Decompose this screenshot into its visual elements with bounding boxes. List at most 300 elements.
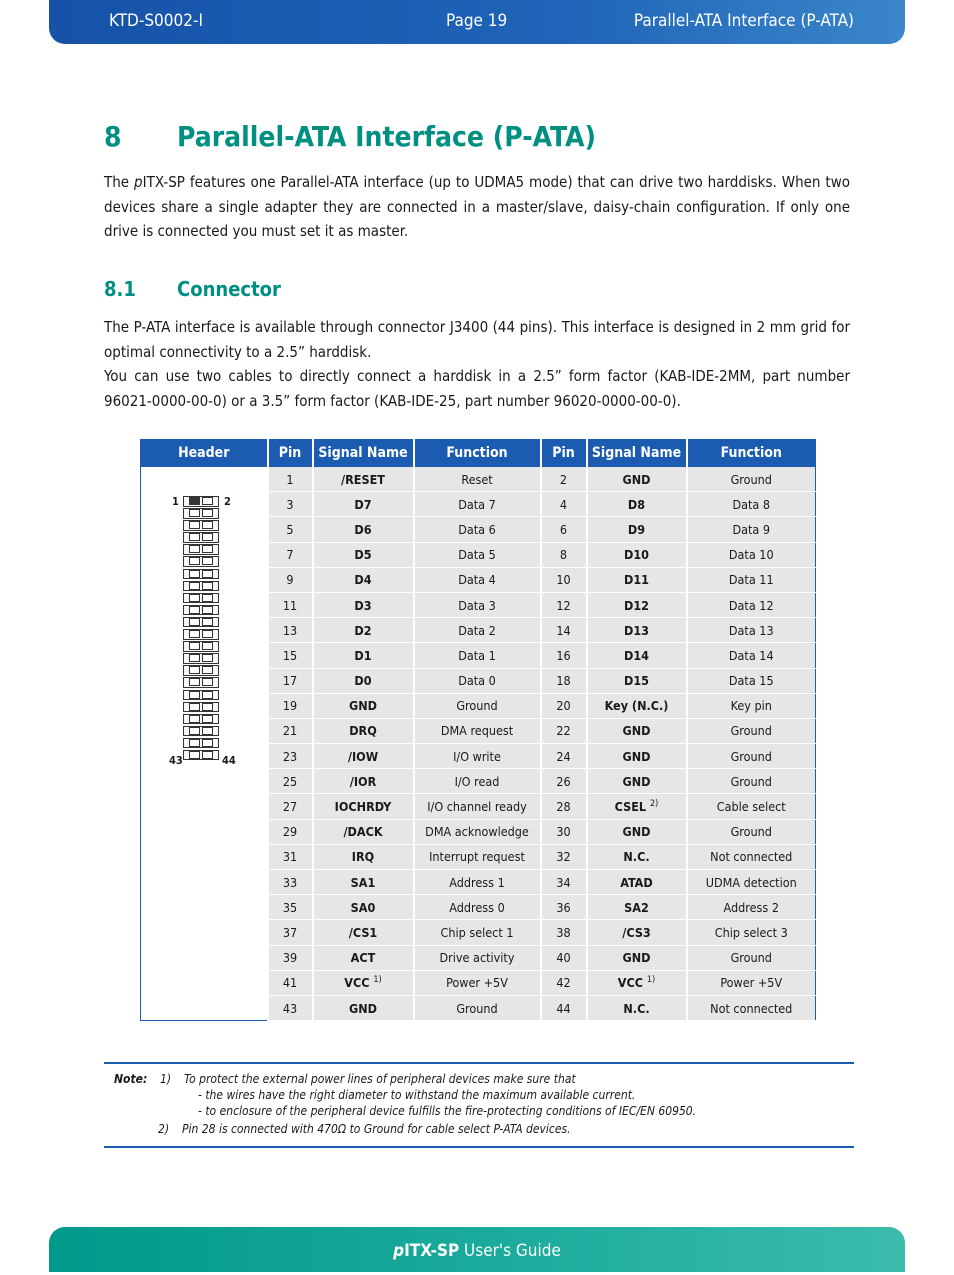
- pin-cell: [268, 920, 313, 945]
- signal-cell: [587, 769, 687, 794]
- signal-cell: [587, 467, 687, 492]
- signal-cell-text: GND: [622, 471, 651, 487]
- pin-cell: [268, 870, 313, 895]
- signal-cell-text: N.C.: [623, 1000, 650, 1016]
- signal-cell-text: /CS1: [348, 924, 378, 940]
- note-1-text: To protect the external power lines of peripheral devices make sure that: [184, 1072, 576, 1086]
- signal-cell-text: /IOR: [349, 773, 377, 789]
- pin-cell: [541, 668, 587, 693]
- pin-cell-text: 36: [556, 899, 571, 915]
- page-number: Page 19: [446, 11, 508, 31]
- pin-cell-text: 18: [556, 673, 571, 689]
- pin-cell: [268, 592, 313, 617]
- function-cell-text: Reset: [461, 471, 493, 487]
- signal-cell-text: IRQ: [351, 849, 375, 865]
- function-cell-text: Data 4: [458, 572, 496, 588]
- signal-cell-text: GND: [349, 698, 377, 714]
- function-cell: [414, 769, 541, 794]
- signal-cell-text: GND: [622, 824, 651, 840]
- signal-cell: [313, 693, 414, 718]
- connector-pin: [202, 545, 213, 553]
- signal-cell: [313, 567, 414, 592]
- connector-pin: [189, 715, 200, 723]
- pin-cell-text: 43: [282, 1000, 298, 1016]
- pin-cell-text: 38: [556, 924, 571, 940]
- pin-cell-text: 12: [556, 597, 571, 613]
- connector-paragraph-1: The P-ATA interface is available through connector J3400 (44 pins). This interface is designed in 2 mm grid for optimal connectivity to a 2.5” harddisk.: [104, 318, 850, 361]
- pin-cell-text: 19: [282, 698, 298, 714]
- pin-cell: [541, 769, 587, 794]
- function-cell-text: Ground: [730, 773, 772, 789]
- connector-pin: [202, 521, 213, 529]
- pin-cell-text: 30: [556, 824, 571, 840]
- subsection-number: 8.1: [104, 277, 136, 301]
- function-cell: [414, 592, 541, 617]
- connector-pin: [189, 727, 200, 735]
- signal-cell: [587, 870, 687, 895]
- function-cell-text: Key pin: [730, 698, 772, 714]
- connector-header-cell: [141, 467, 268, 1021]
- signal-cell: [313, 668, 414, 693]
- function-cell-text: Ground: [730, 471, 772, 487]
- function-cell-text: UDMA detection: [705, 874, 797, 890]
- function-cell-text: Data 14: [728, 647, 774, 663]
- function-cell-text: Data 9: [732, 521, 771, 537]
- pin-cell: [268, 693, 313, 718]
- connector-pin-label: 1: [172, 495, 179, 508]
- pin-cell-text: 6: [559, 521, 568, 537]
- signal-cell-text: D9: [627, 521, 646, 537]
- function-cell-text: Cable select: [716, 799, 786, 815]
- function-cell: [687, 517, 816, 542]
- doc-id: KTD-S0002-I: [109, 11, 203, 31]
- connector-pin: [189, 606, 200, 614]
- function-cell: [687, 920, 816, 945]
- function-cell-text: Address 1: [449, 874, 505, 890]
- pin-cell: [541, 819, 587, 844]
- pin-cell: [541, 567, 587, 592]
- col-function-2: Function: [687, 439, 816, 467]
- signal-cell-text: D8: [627, 496, 646, 512]
- signal-cell-text: VCC: [617, 975, 643, 991]
- pin-cell: [268, 995, 313, 1020]
- pin-cell-text: 8: [559, 547, 568, 563]
- function-cell: [414, 693, 541, 718]
- pin-cell-text: 25: [282, 773, 298, 789]
- signal-cell: [587, 718, 687, 743]
- connector-pin: [189, 739, 200, 747]
- signal-cell: [313, 592, 414, 617]
- pin-cell-text: 26: [556, 773, 571, 789]
- function-cell: [687, 794, 816, 819]
- pin-cell: [268, 718, 313, 743]
- function-cell-text: Ground: [456, 1000, 498, 1016]
- note-1-sub-2: - to enclosure of the peripheral device fulfills the fire-protecting conditions of IEC/EN 60950.: [198, 1104, 697, 1118]
- pin-cell: [268, 844, 313, 869]
- function-cell-text: Data 13: [728, 622, 774, 638]
- signal-cell-text: GND: [622, 748, 651, 764]
- footnote-ref: 1): [373, 975, 382, 986]
- subsection-title: Connector: [177, 277, 281, 301]
- pin-cell-text: 31: [282, 849, 298, 865]
- signal-cell-text: /DACK: [343, 824, 383, 840]
- pin-cell-text: 33: [282, 874, 298, 890]
- connector-pin: [189, 666, 200, 674]
- pin-cell: [541, 592, 587, 617]
- pin-cell: [541, 542, 587, 567]
- intro-paragraph: [104, 170, 850, 244]
- function-cell: [687, 819, 816, 844]
- pin-cell-text: 24: [556, 748, 571, 764]
- signal-cell: [313, 794, 414, 819]
- function-cell: [687, 693, 816, 718]
- signal-cell: [313, 542, 414, 567]
- function-cell: [414, 567, 541, 592]
- function-cell-text: Power +5V: [446, 975, 508, 991]
- signal-cell: [587, 920, 687, 945]
- pin-cell: [268, 618, 313, 643]
- signal-cell: [587, 693, 687, 718]
- function-cell: [414, 467, 541, 492]
- signal-cell-text: ACT: [350, 950, 376, 966]
- function-cell: [414, 844, 541, 869]
- function-cell-text: Data 5: [458, 547, 496, 563]
- function-cell: [414, 618, 541, 643]
- connector-pin: [189, 594, 200, 602]
- subsection-heading: [104, 277, 281, 301]
- pin-cell: [541, 517, 587, 542]
- signal-cell: [587, 567, 687, 592]
- pin-cell: [541, 693, 587, 718]
- function-cell: [687, 970, 816, 995]
- connector-pin: [202, 509, 213, 517]
- pin-cell-text: 34: [556, 874, 571, 890]
- connector-pin: [202, 582, 213, 590]
- signal-cell: [313, 718, 414, 743]
- signal-cell-text: D10: [624, 547, 649, 563]
- signal-cell: [313, 970, 414, 995]
- function-cell: [687, 870, 816, 895]
- pin-cell-text: 37: [282, 924, 298, 940]
- pin-cell-text: 3: [286, 496, 294, 512]
- function-cell: [414, 895, 541, 920]
- function-cell-text: Data 3: [458, 597, 496, 613]
- connector-pin: [202, 497, 213, 505]
- function-cell: [414, 744, 541, 769]
- connector-pin: [202, 727, 213, 735]
- connector-pin: [202, 739, 213, 747]
- col-pin: Pin: [268, 439, 313, 467]
- footer-guide: User's Guide: [459, 1241, 561, 1261]
- pin-cell: [268, 945, 313, 970]
- signal-cell: [587, 542, 687, 567]
- pin-cell: [268, 895, 313, 920]
- pin-cell: [541, 794, 587, 819]
- signal-cell-text: D5: [354, 547, 372, 563]
- signal-cell: [587, 819, 687, 844]
- connector-pin: [202, 630, 213, 638]
- connector-pin: [202, 715, 213, 723]
- connector-pin: [202, 654, 213, 662]
- intro-text-b: ITX-SP features one Parallel-ATA interface (up to UDMA5 mode) that can drive two harddisks. When two devices share a single adapter they are connected in a master/slave, daisy-chain configuration. If only one drive is connected you must set it as master.: [104, 173, 850, 240]
- pin-cell: [541, 920, 587, 945]
- signal-cell-text: SA0: [350, 899, 376, 915]
- connector-pin: [202, 570, 213, 578]
- signal-cell-text: D2: [354, 622, 372, 638]
- signal-cell: [587, 895, 687, 920]
- pin-cell: [268, 794, 313, 819]
- signal-cell-text: D0: [354, 673, 372, 689]
- note-box: [104, 1062, 854, 1148]
- connector-pin: [202, 557, 213, 565]
- function-cell-text: Data 6: [458, 521, 496, 537]
- intro-italic-p: p: [134, 173, 143, 191]
- connector-pin: [202, 751, 213, 759]
- connector-pin: [189, 618, 200, 626]
- function-cell-text: Ground: [730, 723, 772, 739]
- pin-cell-text: 22: [556, 723, 571, 739]
- section-number: 8: [104, 120, 122, 153]
- signal-cell-text: D11: [624, 572, 649, 588]
- function-cell: [687, 542, 816, 567]
- connector-pin: [202, 606, 213, 614]
- connector-pin: [202, 642, 213, 650]
- connector-pin: [202, 703, 213, 711]
- function-cell: [414, 794, 541, 819]
- signal-cell: [587, 517, 687, 542]
- function-cell-text: Address 2: [723, 899, 779, 915]
- function-cell: [414, 870, 541, 895]
- connector-pin: [189, 497, 200, 505]
- function-cell-text: Not connected: [710, 1000, 793, 1016]
- signal-cell-text: /IOW: [347, 748, 379, 764]
- connector-pin: [189, 509, 200, 517]
- pin-cell-text: 35: [282, 899, 298, 915]
- function-cell-text: DMA acknowledge: [425, 824, 529, 840]
- connector-diagram: [183, 496, 221, 762]
- pin-cell: [541, 467, 587, 492]
- function-cell: [687, 668, 816, 693]
- pin-cell-text: 21: [282, 723, 298, 739]
- table-row: [141, 467, 816, 492]
- pin-cell-text: 11: [282, 597, 298, 613]
- function-cell-text: Address 0: [449, 899, 505, 915]
- function-cell: [414, 542, 541, 567]
- pin-cell-text: 28: [556, 799, 571, 815]
- signal-cell: [313, 870, 414, 895]
- pin-cell: [541, 995, 587, 1020]
- signal-cell-text: VCC: [344, 975, 370, 991]
- function-cell-text: I/O channel ready: [427, 799, 527, 815]
- pin-cell-text: 20: [556, 698, 571, 714]
- signal-cell: [313, 492, 414, 517]
- pin-cell: [541, 744, 587, 769]
- signal-cell: [587, 618, 687, 643]
- function-cell-text: Ground: [456, 698, 498, 714]
- signal-cell: [587, 592, 687, 617]
- connector-pin-label: 44: [222, 754, 236, 767]
- col-pin-2: Pin: [541, 439, 587, 467]
- pin-cell-text: 1: [286, 471, 294, 487]
- signal-cell-text: SA1: [350, 874, 376, 890]
- connector-pin: [189, 545, 200, 553]
- pin-cell: [268, 517, 313, 542]
- function-cell: [687, 467, 816, 492]
- function-cell-text: Data 0: [458, 673, 496, 689]
- connector-pin: [189, 521, 200, 529]
- footer-brand-bold: ITX-SP: [404, 1241, 460, 1261]
- pin-cell: [268, 819, 313, 844]
- signal-cell: [313, 517, 414, 542]
- function-cell-text: I/O write: [453, 748, 501, 764]
- pin-cell-text: 15: [282, 647, 298, 663]
- function-cell: [687, 945, 816, 970]
- signal-cell: [313, 945, 414, 970]
- function-cell-text: Ground: [730, 950, 772, 966]
- pin-cell: [541, 895, 587, 920]
- signal-cell-text: /CS3: [622, 924, 651, 940]
- note-1-marker: 1): [160, 1072, 172, 1086]
- signal-cell-text: D1: [354, 647, 372, 663]
- signal-cell-text: GND: [622, 773, 651, 789]
- pin-cell-text: 44: [556, 1000, 571, 1016]
- pin-cell-text: 42: [556, 975, 571, 991]
- pin-cell: [268, 492, 313, 517]
- connector-pin: [189, 678, 200, 686]
- pin-cell: [268, 567, 313, 592]
- connector-pin-label: 43: [169, 754, 183, 767]
- pin-cell: [268, 970, 313, 995]
- function-cell: [687, 492, 816, 517]
- signal-cell-text: IOCHRDY: [334, 799, 392, 815]
- pin-cell-text: 9: [286, 572, 294, 588]
- signal-cell-text: GND: [349, 1000, 377, 1016]
- function-cell-text: Data 11: [728, 572, 774, 588]
- function-cell: [414, 718, 541, 743]
- pin-cell-text: 14: [556, 622, 571, 638]
- function-cell: [687, 995, 816, 1020]
- function-cell: [414, 819, 541, 844]
- function-cell-text: Data 10: [728, 547, 774, 563]
- pin-cell-text: 40: [556, 950, 571, 966]
- signal-cell: [587, 844, 687, 869]
- function-cell: [414, 970, 541, 995]
- connector-pin: [189, 642, 200, 650]
- connector-pin: [189, 703, 200, 711]
- signal-cell-text: CSEL: [614, 799, 647, 815]
- note-2-text: Pin 28 is connected with 470Ω to Ground for cable select P-ATA devices.: [182, 1122, 571, 1136]
- connector-pin: [202, 691, 213, 699]
- connector-pin: [189, 533, 200, 541]
- signal-cell: [587, 970, 687, 995]
- pin-cell: [541, 643, 587, 668]
- pin-cell: [268, 668, 313, 693]
- signal-cell-text: /RESET: [341, 471, 385, 487]
- function-cell-text: Chip select 1: [440, 924, 514, 940]
- function-cell-text: Interrupt request: [429, 849, 525, 865]
- signal-cell-text: D4: [354, 572, 372, 588]
- function-cell-text: Ground: [730, 824, 772, 840]
- function-cell: [687, 618, 816, 643]
- pin-cell: [268, 769, 313, 794]
- pin-cell-text: 10: [556, 572, 571, 588]
- function-cell: [687, 592, 816, 617]
- signal-cell: [313, 895, 414, 920]
- connector-pin: [189, 751, 200, 759]
- pin-cell-text: 4: [559, 496, 568, 512]
- signal-cell: [587, 995, 687, 1020]
- connector-pin: [189, 570, 200, 578]
- signal-cell: [587, 668, 687, 693]
- pin-cell: [541, 618, 587, 643]
- connector-pin-label: 2: [224, 495, 231, 508]
- pin-cell: [541, 844, 587, 869]
- function-cell: [414, 643, 541, 668]
- function-cell: [687, 844, 816, 869]
- signal-cell: [313, 769, 414, 794]
- signal-cell-text: ATAD: [620, 874, 653, 890]
- pin-cell-text: 41: [282, 975, 298, 991]
- signal-cell: [313, 744, 414, 769]
- footnote-ref: 2): [650, 798, 659, 809]
- function-cell-text: Chip select 3: [714, 924, 788, 940]
- connector-pin: [189, 582, 200, 590]
- header-section: Parallel-ATA Interface (P-ATA): [633, 11, 854, 31]
- pin-cell-text: 32: [556, 849, 571, 865]
- pin-cell-text: 5: [286, 521, 294, 537]
- function-cell: [687, 744, 816, 769]
- signal-cell: [587, 945, 687, 970]
- function-cell: [414, 920, 541, 945]
- signal-cell-text: DRQ: [349, 723, 377, 739]
- note-1-sub-1: - the wires have the right diameter to withstand the maximum available current.: [198, 1088, 636, 1102]
- pin-cell-text: 27: [282, 799, 298, 815]
- function-cell: [414, 668, 541, 693]
- pin-cell: [541, 492, 587, 517]
- signal-cell: [313, 467, 414, 492]
- function-cell-text: Data 15: [728, 673, 774, 689]
- pin-cell: [541, 945, 587, 970]
- note-label: Note:: [114, 1072, 148, 1086]
- signal-cell-text: D3: [354, 597, 372, 613]
- section-heading: [104, 120, 596, 153]
- pin-cell-text: 17: [282, 673, 298, 689]
- function-cell-text: Data 1: [458, 647, 496, 663]
- signal-cell-text: D14: [624, 647, 649, 663]
- function-cell: [687, 895, 816, 920]
- signal-cell: [587, 794, 687, 819]
- function-cell-text: DMA request: [440, 723, 514, 739]
- signal-cell: [313, 920, 414, 945]
- pin-cell: [541, 970, 587, 995]
- function-cell-text: Power +5V: [720, 975, 783, 991]
- signal-cell: [587, 492, 687, 517]
- signal-cell: [313, 618, 414, 643]
- signal-cell-text: D15: [624, 673, 649, 689]
- intro-text-a: The: [104, 173, 135, 191]
- signal-cell-text: SA2: [624, 899, 649, 915]
- pin-table: [140, 439, 816, 1021]
- function-cell-text: Data 12: [728, 597, 774, 613]
- function-cell: [414, 995, 541, 1020]
- connector-pin: [202, 678, 213, 686]
- function-cell: [687, 769, 816, 794]
- footnote-ref: 1): [646, 975, 656, 986]
- pin-cell-text: 29: [282, 824, 298, 840]
- signal-cell-text: Key (N.C.): [604, 698, 669, 714]
- connector-pin: [202, 533, 213, 541]
- pin-cell-text: 7: [286, 547, 294, 563]
